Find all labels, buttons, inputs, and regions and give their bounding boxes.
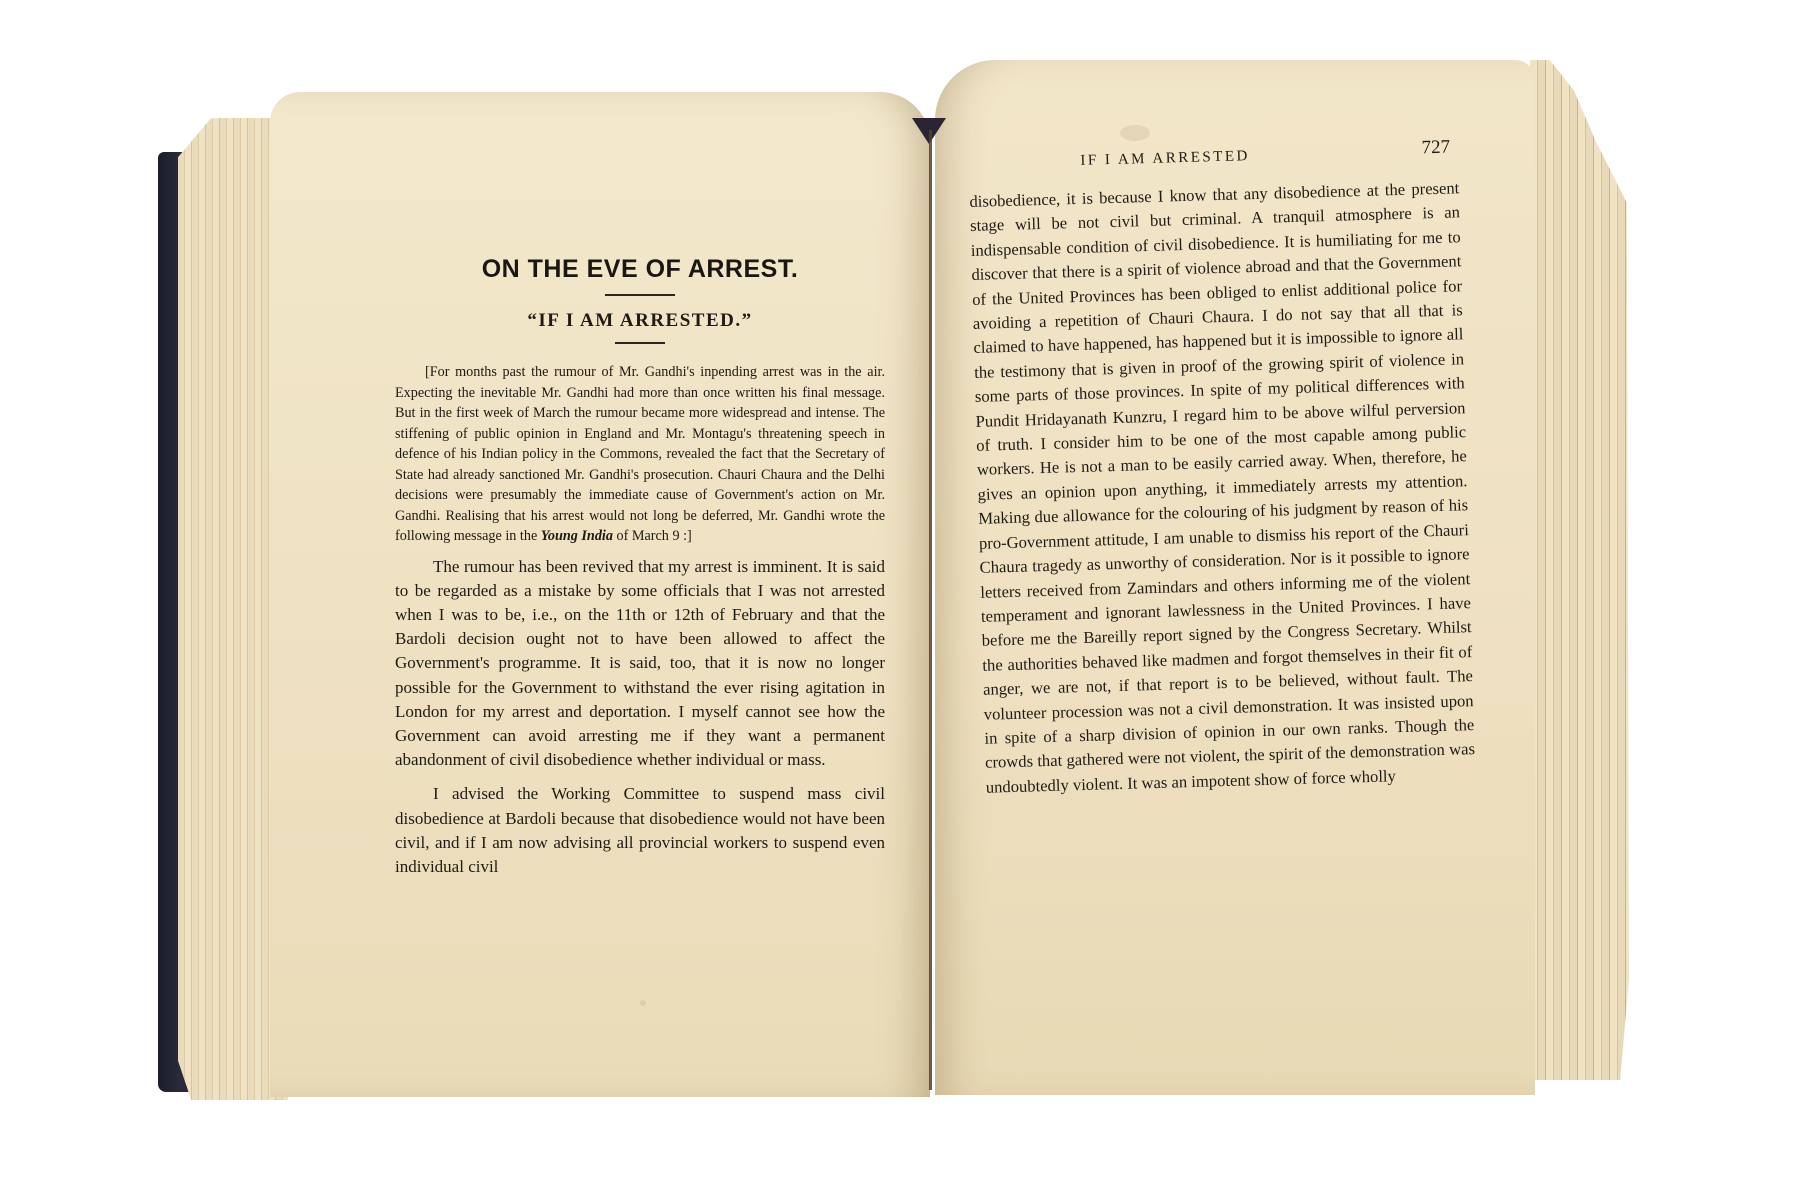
body-paragraph: disobedience, it is because I know that any disobedience at the present stage will be not civil but criminal. A tranquil atmosphere is an indispensable condition of civil disobedience. It is humiliating for me to discover that there is a spirit of violence abroad and that the Government of the United Provinces has been obliged to enlist additional police for avoiding a repetition of Chauri Chaura. I do not say that all that is claimed to have happened, has happened but it is impossible to ignore all the testimony that is given in proof of the growing spirit of violence in some parts of those provinces. In spite of my political differences with Pundit Hridayanath Kunzru, I regard him to be above wilful perversion of truth. I consider him to be one of the most capable among public workers. He is not a man to be easily carried away. When, therefore, he gives an opinion upon anything, it immediately arrests my attention. Making due allowance for the colouring of his judgment by reason of his pro-Government attitude, I am unable to dismiss his report of the Chauri Chaura tragedy as unworthy of consideration. Nor is it possible to ignore letters received from Zamindars and others informing me of the violent temperament and ignorant lawlessness in the United Provinces. I have before me the Bareilly report signed by the Congress Secretary. Whilst the authorities behaved like madmen and forgot themselves in their fit of anger, we are not, if that report is to be believed, without fault. The volunteer procession was not a civil demonstration. It was insisted upon in spite of a sharp division of opinion in our own ranks. Though the crowds that gathered were not violent, the spirit of the demonstration was undoubtedly violent. It was an impotent show of force wholly xyxy=(969,178,1476,797)
editorial-note-end: of March 9 :] xyxy=(612,528,692,544)
title-divider xyxy=(605,294,675,296)
right-page-content xyxy=(968,136,1476,800)
editorial-note-text: [For months past the rumour of Mr. Gandhi's inpending arrest was in the air. Expecting the inevitable Mr. Gandhi had more than once written his final message. But in the first week of March the rumour became more widespread and intense. The stiffening of public opinion in England and Mr. Montagu's threatening speech in defence of his Indian policy in the Commons, revealed the fact that the Secretary of State had already sanctioned Mr. Gandhi's prosecution. Chauri Chaura and the Delhi decisions were presumably the immediate cause of Government's action on Mr. Gandhi. Realising that his arrest would not long be deferred, Mr. Gandhi wrote the following message in the xyxy=(395,364,885,544)
page-edges-right xyxy=(1530,60,1640,1080)
body-paragraph: The rumour has been revived that my arrest is imminent. It is said to be regarded as a mistake by some officials that I was not arrested when I was to be, i.e., on the 11th or 12th of February and that the Bardoli decision ought not to have been allowed to affect the Government's programme. It is said, too, that it is now no longer possible for the Government to withstand the ever rising agitation in London for my arrest and deportation. I myself cannot see how the Government can avoid arresting me if they want a permanent abandonment of civil disobedience whether individual or mass. xyxy=(395,556,885,770)
paper-stain xyxy=(640,1000,646,1006)
left-page-content xyxy=(395,255,885,889)
section-divider xyxy=(615,342,665,344)
running-title: IF I AM ARRESTED xyxy=(1080,148,1251,169)
page-number: 727 xyxy=(1421,136,1451,159)
chapter-title: ON THE EVE OF ARREST. xyxy=(481,255,799,283)
editorial-note xyxy=(395,362,885,547)
section-title: “IF I AM ARRESTED.” xyxy=(527,310,753,331)
publication-name: Young India xyxy=(540,528,613,544)
gutter xyxy=(929,130,932,1090)
body-paragraph: I advised the Working Committee to suspend mass civil disobedience at Bardoli because that disobedience would not have been civil, and if I am now advising all provincial workers to suspend even individual civil xyxy=(395,784,885,876)
paper-stain xyxy=(1120,125,1150,141)
